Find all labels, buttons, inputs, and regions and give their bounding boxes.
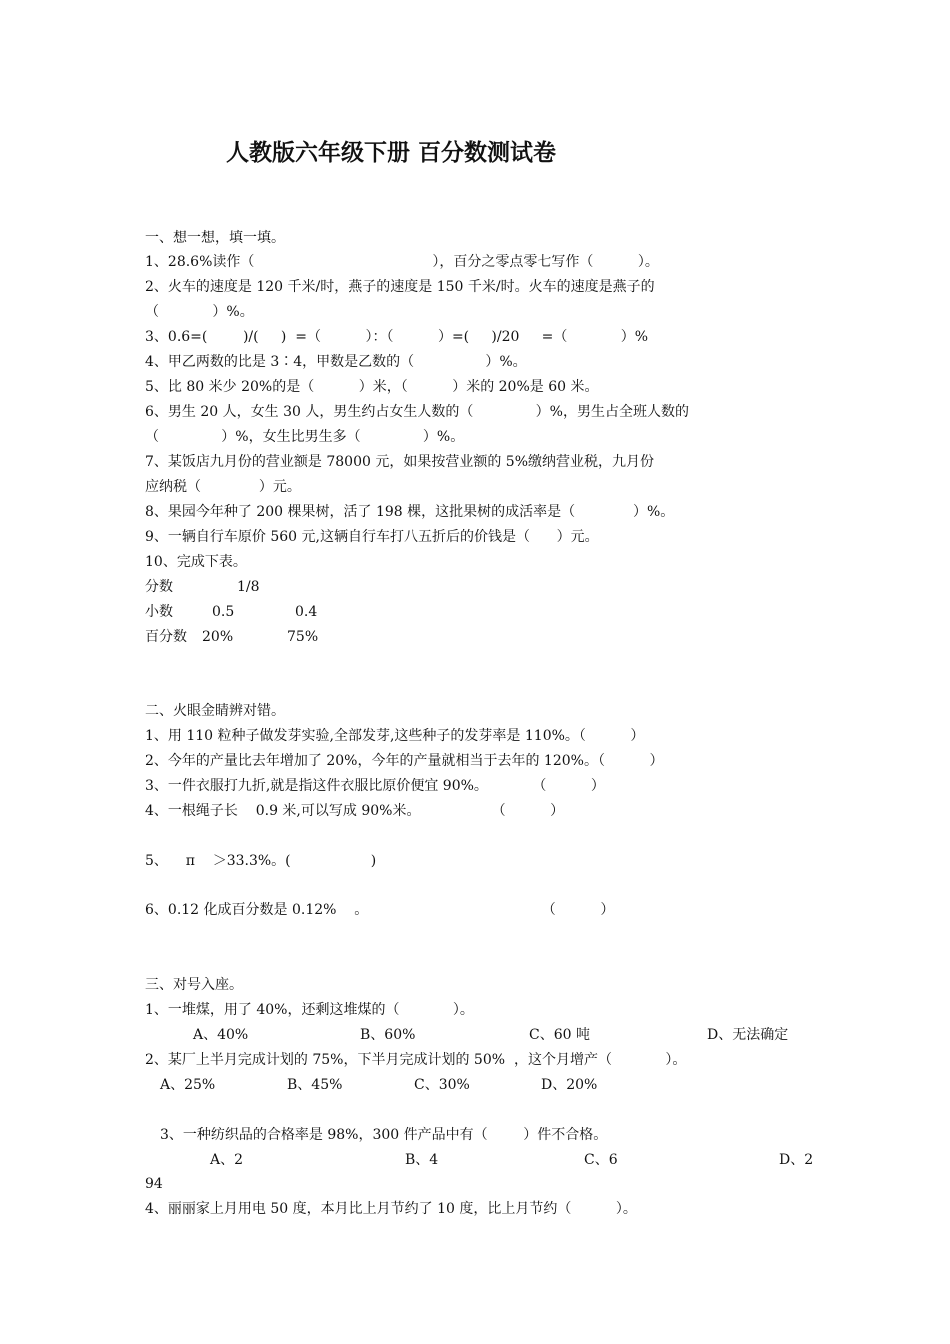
question-2-5: 5、 π ＞33.3%。( ) [145,853,377,869]
question-3-3-option-d-wrap: 94 [145,1176,163,1192]
question-1-2b: （ ）%。 [145,304,254,320]
page-title: 人教版六年级下册 百分数测试卷 [226,139,557,166]
question-1-1: 1、28.6%读作（ ），百分之零点零七写作（ ）。 [145,254,659,270]
question-3-1-option-a: A、40% [193,1027,249,1043]
question-1-4: 4、甲乙两数的比是 3∶4，甲数是乙数的（ ）%。 [145,354,527,370]
question-3-1-option-d: D、无法确定 [707,1027,789,1043]
section-2-heading: 二、火眼金睛辨对错。 [145,703,285,719]
question-3-3-option-c: C、6 [584,1152,618,1168]
table-row-percent-label: 百分数 [145,629,187,645]
question-1-7b: 应纳税（ ）元。 [145,479,301,495]
table-cell-fraction-1: 1/8 [237,579,260,595]
question-2-1: 1、用 110 粒种子做发芽实验,全部发芽,这些种子的发芽率是 110%。（ ） [145,728,645,744]
question-1-5: 5、比 80 米少 20%的是（ ）米，（ ）米的 20%是 60 米。 [145,379,599,395]
question-3-3-option-d: D、2 [779,1152,814,1168]
question-1-6b: （ ）%，女生比男生多（ ）%。 [145,429,465,445]
question-2-3: 3、一件衣服打九折,就是指这件衣服比原价便宜 90%。 （ ） [145,778,605,794]
section-3-heading: 三、对号入座。 [145,977,243,993]
question-2-4: 4、一根绳子长 0.9 米,可以写成 90%米。 （ ） [145,803,565,819]
question-3-4: 4、丽丽家上月用电 50 度，本月比上月节约了 10 度，比上月节约（ ）。 [145,1201,637,1217]
section-1-heading: 一、想一想，填一填。 [145,230,285,246]
table-row-decimal-label: 小数 [145,604,173,620]
question-3-1-option-c: C、60 吨 [529,1027,590,1043]
question-2-2: 2、今年的产量比去年增加了 20%，今年的产量就相当于去年的 120%。（ ） [145,753,664,769]
question-3-3: 3、一种纺织品的合格率是 98%，300 件产品中有（ ）件不合格。 [160,1127,608,1143]
question-3-2: 2、某厂上半月完成计划的 75%，下半月完成计划的 50% ，这个月增产（ ）。 [145,1052,687,1068]
table-row-fraction-label: 分数 [145,579,173,595]
table-cell-percent-2: 75% [287,629,319,645]
table-cell-percent-1: 20% [202,629,234,645]
question-1-3: 3、0.6=( )/( ) =（ ）：（ ）=( )/20 =（ ）% [145,329,649,345]
question-1-6a: 6、男生 20 人，女生 30 人，男生约占女生人数的（ ）%，男生占全班人数的 [145,404,689,420]
question-3-2-option-d: D、20% [541,1077,598,1093]
question-2-6: 6、0.12 化成百分数是 0.12% 。 （ ） [145,902,615,918]
question-3-2-option-c: C、30% [414,1077,470,1093]
question-3-3-option-a: A、2 [210,1152,244,1168]
question-1-2a: 2、火车的速度是 120 千米/时，燕子的速度是 150 千米/时。火车的速度是燕子的 [145,279,655,295]
question-1-7a: 7、某饭店九月份的营业额是 78000 元，如果按营业额的 5%缴纳营业税，九月份 [145,454,655,470]
question-3-1: 1、一堆煤，用了 40%，还剩这堆煤的（ ）。 [145,1002,474,1018]
question-3-2-option-a: A、25% [160,1077,216,1093]
question-3-3-option-b: B、4 [405,1152,439,1168]
question-1-10: 10、完成下表。 [145,554,247,570]
table-cell-decimal-1: 0.5 [212,604,235,620]
question-1-9: 9、一辆自行车原价 560 元,这辆自行车打八五折后的价钱是（ ）元。 [145,529,599,545]
question-3-1-option-b: B、60% [360,1027,416,1043]
question-1-8: 8、果园今年种了 200 棵果树，活了 198 棵，这批果树的成活率是（ ）%。 [145,504,675,520]
table-cell-decimal-2: 0.4 [295,604,318,620]
question-3-2-option-b: B、45% [287,1077,343,1093]
